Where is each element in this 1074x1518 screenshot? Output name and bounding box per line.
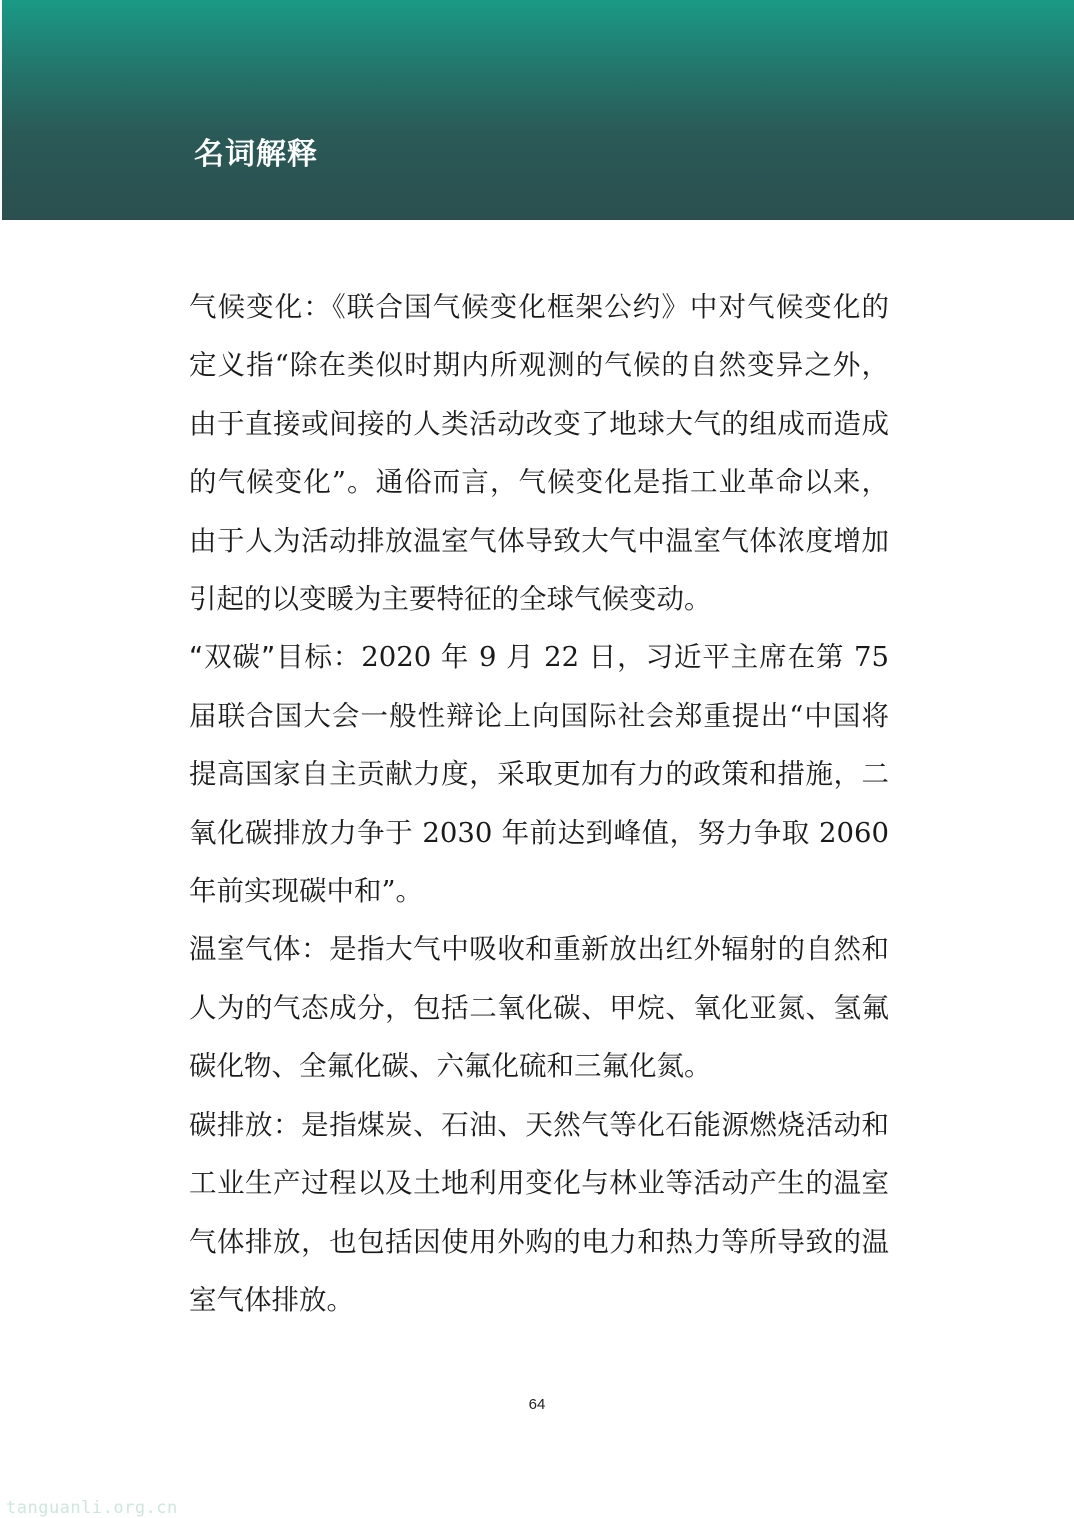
term-dual-carbon: “双碳”目标： bbox=[189, 641, 362, 674]
page-title: 名词解释 bbox=[194, 137, 318, 172]
watermark: tanguanli.org.cn bbox=[6, 1498, 178, 1518]
term-greenhouse-gas: 温室气体： bbox=[189, 933, 330, 966]
glossary-content bbox=[189, 278, 889, 1329]
page-number: 64 bbox=[528, 1396, 546, 1413]
header-band bbox=[2, 0, 1074, 220]
definition-dual-carbon: 2020 年 9 月 22 日，习近平主席在第 75 届联合国大会一般性辩论上向国际社会郑重提出“中国将提高国家自主贡献力度，采取更加有力的政策和措施，二氧化碳排放力争于 2030 年前达到峰值，努力争取 2060 年前实现碳中和”。 bbox=[189, 641, 889, 908]
glossary-entry-climate-change bbox=[189, 278, 889, 628]
glossary-entry-dual-carbon bbox=[189, 628, 889, 920]
definition-carbon-emission: 是指煤炭、石油、天然气等化石能源燃烧活动和工业生产过程以及土地利用变化与林业等活动产生的温室气体排放，也包括因使用外购的电力和热力等所导致的温室气体排放。 bbox=[189, 1108, 890, 1316]
definition-greenhouse-gas: 是指大气中吸收和重新放出红外辐射的自然和人为的气态成分，包括二氧化碳、甲烷、氧化亚氮、氢氟碳化物、全氟化碳、六氟化硫和三氟化氮。 bbox=[189, 933, 890, 1083]
term-carbon-emission: 碳排放： bbox=[189, 1108, 302, 1141]
definition-climate-change: 《联合国气候变化框架公约》中对气候变化的定义指“除在类似时期内所观测的气候的自然变异之外，由于直接或间接的人类活动改变了地球大气的组成而造成的气候变化”。通俗而言，气候变化是指工业革命以来，由于人为活动排放温室气体导致大气中温室气体浓度增加引起的以变暖为主要特征的全球气候变动。 bbox=[189, 291, 889, 616]
glossary-entry-greenhouse-gas bbox=[189, 920, 889, 1095]
term-climate-change: 气候变化： bbox=[189, 291, 332, 323]
glossary-entry-carbon-emission bbox=[189, 1096, 889, 1330]
